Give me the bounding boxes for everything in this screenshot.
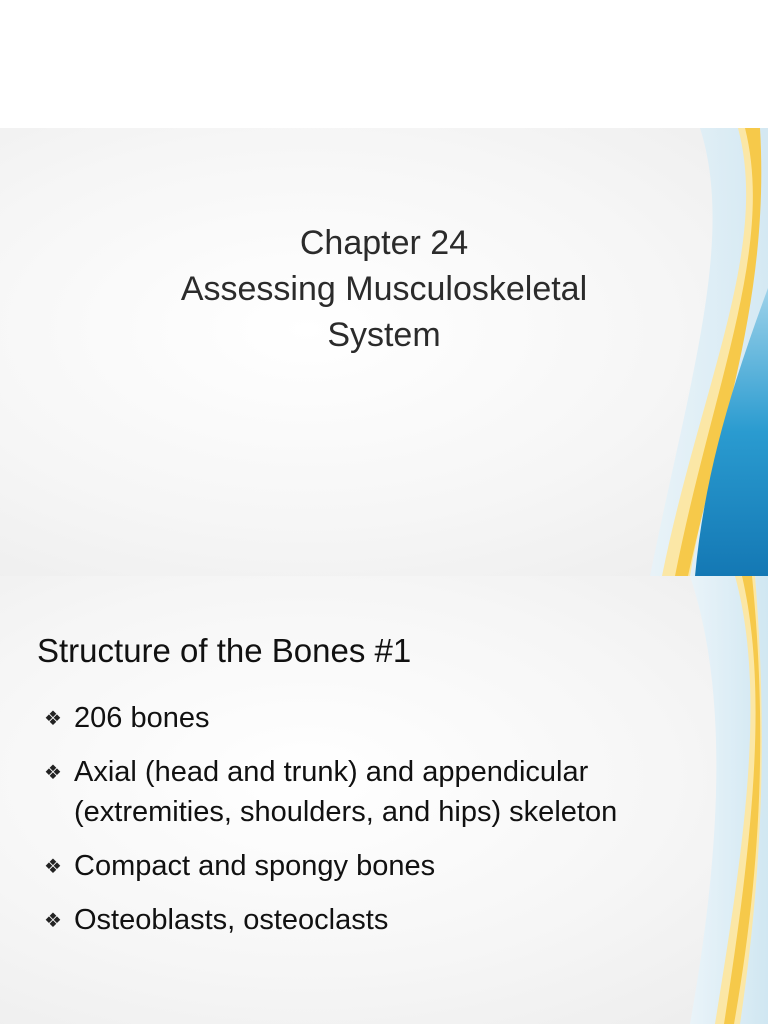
title-line-1: Chapter 24 bbox=[299, 224, 469, 262]
list-item bbox=[44, 900, 734, 940]
title-line-3: System bbox=[327, 316, 441, 354]
bullet-list bbox=[44, 698, 734, 954]
bullet-text: Compact and spongy bones bbox=[74, 850, 436, 882]
list-item bbox=[44, 752, 734, 832]
diamond-bullet-icon: ❖ bbox=[44, 910, 62, 932]
bullet-text: 206 bones bbox=[74, 702, 210, 734]
list-item bbox=[44, 846, 734, 886]
content-slide bbox=[0, 576, 768, 1024]
title-line-2: Assessing Musculoskeletal bbox=[180, 270, 588, 308]
title-slide bbox=[0, 128, 768, 576]
diamond-bullet-icon: ❖ bbox=[44, 856, 62, 878]
bullet-text: Osteoblasts, osteoclasts bbox=[74, 904, 389, 936]
slide-heading: Structure of the Bones #1 bbox=[37, 632, 412, 669]
slide-title bbox=[0, 220, 768, 358]
list-item bbox=[44, 698, 734, 738]
diamond-bullet-icon: ❖ bbox=[44, 708, 62, 730]
bullet-text: Axial (head and trunk) and appendicular (extremities, shoulders, and hips) skeleton bbox=[74, 756, 618, 828]
diamond-bullet-icon: ❖ bbox=[44, 762, 62, 784]
